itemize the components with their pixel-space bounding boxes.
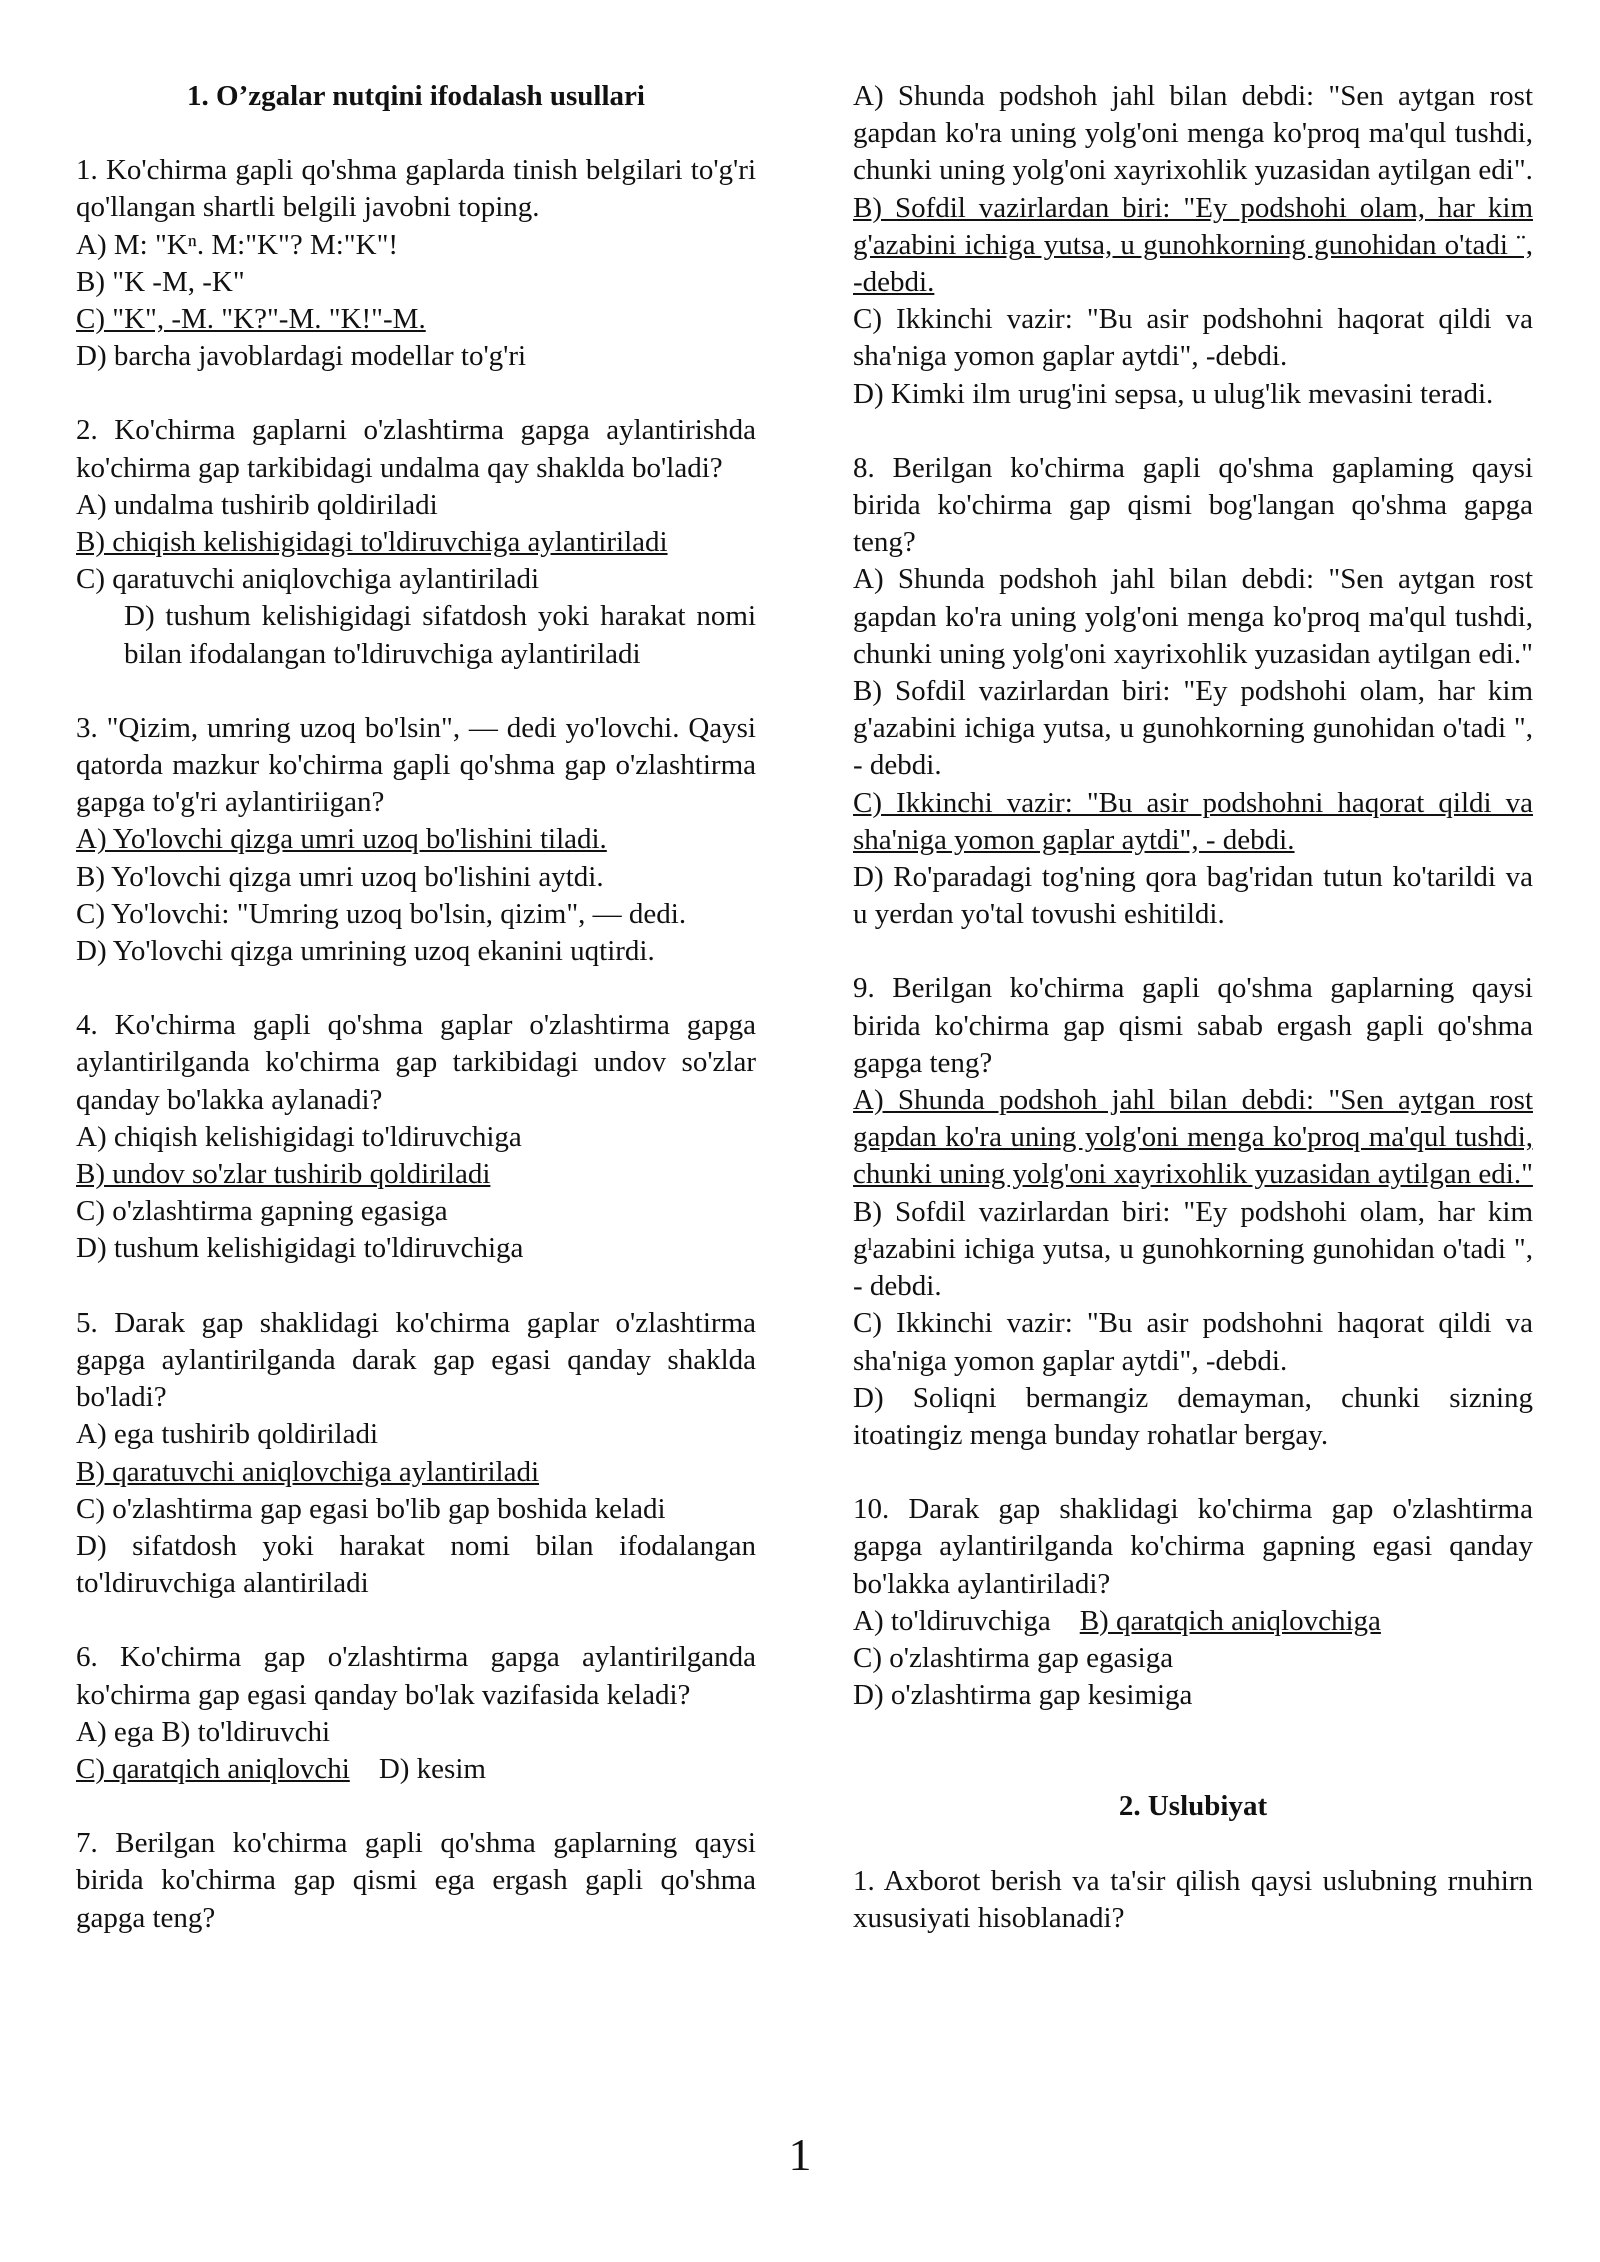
- option-a: A) undalma tushirib qoldiriladi: [76, 488, 438, 521]
- option-b-correct: B) undov so'zlar tushirib qoldiriladi: [76, 1158, 491, 1191]
- question-stem: 9. Berilgan ko'chirma gapli qo'shma gaplarning qaysi birida ko'chirma gap qismi sabab ergash gapli qo'shma gapga teng?: [853, 972, 1533, 1079]
- option-d: D) o'zlashtirma gap kesimiga: [853, 1679, 1193, 1712]
- left-column: [76, 78, 756, 1974]
- question-2: [76, 412, 756, 672]
- section-heading: 1. O’zgalar nutqini ifodalash usullari: [187, 80, 645, 112]
- option-b: B) Sofdil vazirlardan biri: "Ey podshohi olam, har kim g'azabini ichiga yutsa, u gunohkorning gunohidan o'tadi ", - debdi.: [853, 675, 1533, 782]
- question-5: [76, 1305, 756, 1603]
- option-d: D) Soliqni bermangiz demayman, chunki sizning itoatingiz menga bunday rohatlar bergay.: [853, 1381, 1533, 1451]
- option-a: A) Shunda podshoh jahl bilan debdi: "Sen aytgan rost gapdan ko'ra uning yolg'oni menga ko'proq ma'qul tushdi, chunki uning yolg'oni xayrixohlik yuzasidan aytilgan edi.": [853, 563, 1533, 670]
- question-10: [853, 1491, 1533, 1714]
- option-d: D) kesim: [378, 1752, 486, 1785]
- option-d: D) Yo'lovchi qizga umrining uzoq ekanini uqtirdi.: [76, 935, 655, 968]
- option-b-correct: B) qaratuvchi aniqlovchiga aylantiriladi: [76, 1455, 540, 1488]
- option-b: B) Sofdil vazirlardan biri: "Ey podshohi olam, har kim gˡazabini ichiga yutsa, u gunohkorning gunohidan o'tadi ", - debdi.: [853, 1195, 1533, 1303]
- question-stem: 1. Ko'chirma gapli qo'shma gaplarda tinish belgilari to'g'ri qo'llangan shartli belgili javobni toping.: [76, 154, 756, 224]
- page-number: 1: [788, 2129, 812, 2180]
- option-b: B) Yo'lovchi qizga umri uzoq bo'lishini aytdi.: [76, 860, 604, 893]
- option-b-correct: B) Sofdil vazirlardan biri: "Ey podshohi olam, har kim g'azabini ichiga yutsa, u gunohkorning gunohidan o'tadi ¨, -debdi.: [853, 191, 1533, 299]
- question-8: [853, 450, 1533, 934]
- option-c: C) o'zlashtirma gap egasi bo'lib gap boshida keladi: [76, 1492, 666, 1525]
- option-c: C) Yo'lovchi: "Umring uzoq bo'lsin, qizim", — dedi.: [76, 897, 687, 930]
- option-a: A) Shunda podshoh jahl bilan debdi: "Sen aytgan rost gapdan ko'ra uning yolg'oni menga ko'proq ma'qul tushdi, chunki uning yolg'oni xayrixohlik yuzasidan aytilgan edi".: [853, 80, 1533, 187]
- section2-question-1: [853, 1863, 1533, 1937]
- section-heading-2: 2. Uslubiyat: [1118, 1790, 1268, 1823]
- option-a: A) ega tushirib qoldiriladi: [76, 1418, 379, 1451]
- option-a-correct: A) Shunda podshoh jahl bilan debdi: "Sen aytgan rost gapdan ko'ra uning yolg'oni menga ko'proq ma'qul tushdi, chunki uning yolg'oni xayrixohlik yuzasidan aytilgan edi.": [853, 1084, 1533, 1191]
- option-d: D) Kimki ilm urug'ini sepsa, u ulug'lik mevasini teradi.: [853, 377, 1494, 410]
- question-stem: 10. Darak gap shaklidagi ko'chirma gap o'zlashtirma gapga aylantirilganda ko'chirma gapning egasi qanday bo'lakka aylantiriladi?: [853, 1493, 1533, 1600]
- option-c: C) qaratuvchi aniqlovchiga aylantiriladi: [76, 563, 540, 596]
- option-b-correct: B) chiqish kelishigidagi to'ldiruvchiga aylantiriladi: [76, 526, 668, 559]
- option-a: A) to'ldiruvchiga: [853, 1604, 1051, 1637]
- option-b-correct: B) qaratqich aniqlovchiga: [1079, 1604, 1381, 1637]
- question-stem: 1. Axborot berish va ta'sir qilish qaysi uslubning rnuhirn xususiyati hisoblanadi?: [853, 1864, 1533, 1934]
- question-stem: 6. Ko'chirma gap o'zlashtirma gapga aylantirilganda ko'chirma gap egasi qanday bo'lak vazifasida keladi?: [76, 1641, 756, 1711]
- option-d: D) tushum kelishigidagi to'ldiruvchiga: [76, 1232, 524, 1265]
- option-c: C) Ikkinchi vazir: "Bu asir podshohni haqorat qildi va sha'niga yomon gaplar aytdi", -debdi.: [853, 1307, 1533, 1377]
- right-column: [853, 78, 1533, 1974]
- question-3: [76, 710, 756, 970]
- option-d: D) tushum kelishigidagi sifatdosh yoki harakat nomi bilan ifodalangan to'ldiruvchiga aylantiriladi: [124, 600, 756, 670]
- option-a: A) chiqish kelishigidagi to'ldiruvchiga: [76, 1120, 522, 1153]
- option-d: D) Ro'paradagi tog'ning qora bag'ridan tutun ko'tarildi va u yerdan yo'tal tovushi eshitildi.: [853, 861, 1533, 931]
- question-7: [76, 1825, 756, 1937]
- question-stem: 2. Ko'chirma gaplarni o'zlashtirma gapga aylantirishda ko'chirma gap tarkibidagi undalma qay shaklda bo'ladi?: [76, 414, 756, 484]
- question-4: [76, 1007, 756, 1267]
- question-9: [853, 970, 1533, 1454]
- question-stem: 5. Darak gap shaklidagi ko'chirma gaplar o'zlashtirma gapga aylantirilganda darak gap egasi qanday shaklda bo'ladi?: [76, 1306, 756, 1414]
- question-6: [76, 1639, 756, 1788]
- question-stem: 4. Ko'chirma gapli qo'shma gaplar o'zlashtirma gapga aylantirilganda ko'chirma gap tarkibidagi undov so'zlar qanday bo'lakka aylanadi?: [76, 1009, 756, 1116]
- question-stem: 7. Berilgan ko'chirma gapli qo'shma gaplarning qaysi birida ko'chirma gap qismi ega ergash gapli qo'shma gapga teng?: [76, 1827, 756, 1934]
- question-stem: 8. Berilgan ko'chirma gapli qo'shma gaplaming qaysi birida ko'chirma gap qismi bog'langan qo'shma gapga teng?: [853, 451, 1533, 559]
- option-c-correct: C) "K", -M. "K?"-M. "K!"-M.: [76, 303, 426, 336]
- question-stem: 3. "Qizim, umring uzoq bo'lsin", — dedi yo'lovchi. Qaysi qatorda mazkur ko'chirma gapli qo'shma gap o'zlashtirma gapga to'g'ri aylantiriigan?: [76, 711, 756, 819]
- question-7-options: [853, 78, 1533, 413]
- question-1: [76, 152, 756, 375]
- option-c: C) Ikkinchi vazir: "Bu asir podshohni haqorat qildi va sha'niga yomon gaplar aytdi", -debdi.: [853, 303, 1533, 373]
- option-b: B) "K -M, -K": [76, 265, 245, 298]
- option-c-correct: C) Ikkinchi vazir: "Bu asir podshohni haqorat qildi va sha'niga yomon gaplar aytdi", - debdi.: [853, 786, 1533, 856]
- option-c-correct: C) qaratqich aniqlovchi: [76, 1752, 350, 1785]
- option-d: D) barcha javoblardagi modellar to'g'ri: [76, 340, 527, 373]
- option-a: A) M: "Kⁿ. M:"K"? M:"K"!: [76, 228, 399, 261]
- option-d: D) sifatdosh yoki harakat nomi bilan ifodalangan to'ldiruvchiga alantiriladi: [76, 1529, 756, 1600]
- option-a-correct: A) Yo'lovchi qizga umri uzoq bo'lishini tiladi.: [76, 823, 607, 856]
- option-c: C) o'zlashtirma gapning egasiga: [76, 1195, 448, 1228]
- option-a-b: A) ega B) to'ldiruvchi: [76, 1715, 331, 1748]
- option-c: C) o'zlashtirma gap egasiga: [853, 1641, 1174, 1674]
